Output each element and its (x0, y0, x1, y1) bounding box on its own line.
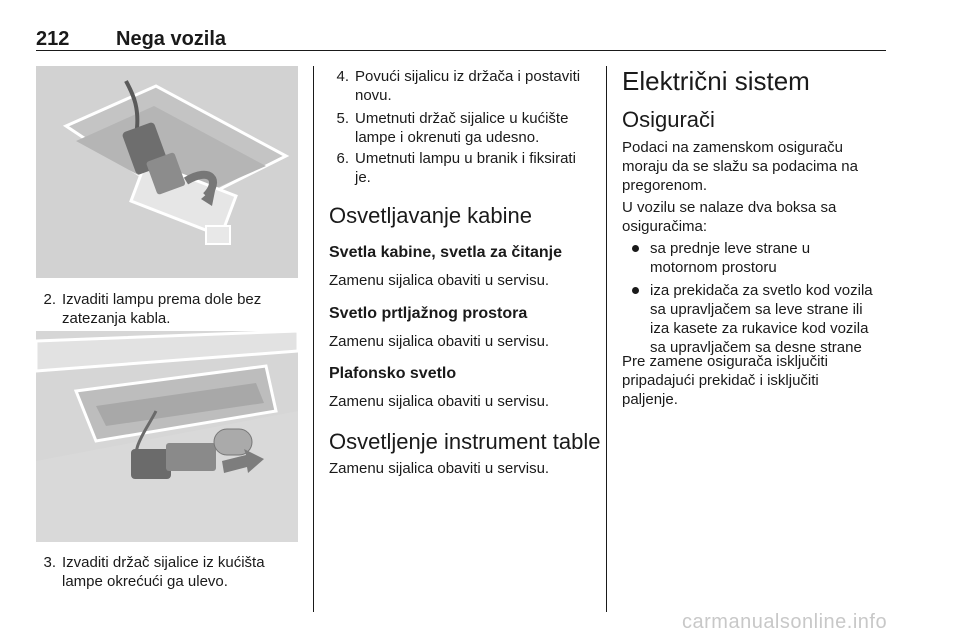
bullet-text-line: motornom prostoru (650, 259, 777, 276)
subsection-title-reading-lights: Svetla kabine, svetla za čitanje (329, 244, 563, 261)
step-text-line: Izvaditi držač sijalice iz kućišta (62, 554, 265, 571)
figure-lamp-removal (36, 66, 298, 278)
bullet-text-line: sa prednje leve strane u (650, 240, 811, 257)
paragraph-line: osiguračima: (622, 218, 708, 235)
watermark-text: carmanualsonline.info (682, 611, 888, 633)
paragraph: Zamenu sijalica obaviti u servisu. (329, 333, 550, 350)
subsection-title-ceiling-light: Plafonsko svetlo (329, 365, 457, 382)
paragraph-line: Podaci na zamenskom osiguraču (622, 139, 843, 156)
step-5 (329, 109, 599, 149)
bullet-text-line: iza kasete za rukavice kod vozila (650, 320, 869, 337)
paragraph-line: paljenje. (622, 391, 678, 408)
step-6 (329, 149, 599, 189)
step-text-line: zatezanja kabla. (62, 310, 171, 327)
paragraph: Zamenu sijalica obaviti u servisu. (329, 272, 550, 289)
step-text-line: Izvaditi lampu prema dole bez (62, 291, 262, 308)
step-text-line: lampe i okrenuti ga udesno. (355, 129, 540, 146)
section-title-cabin-lighting: Osvetljavanje kabine (329, 203, 533, 228)
paragraph-line: U vozilu se nalaze dva boksa sa (622, 199, 837, 216)
step-text-line: Umetnuti držač sijalice u kućište (355, 110, 569, 127)
step-number: 5. (336, 110, 349, 127)
step-text-line: Umetnuti lampu u branik i fiksirati (355, 150, 576, 167)
step-number: 2. (43, 291, 56, 308)
bullet-item-interior (632, 281, 892, 359)
paragraph-line: pripadajući prekidač i isključiti (622, 372, 819, 389)
step-number: 3. (43, 554, 56, 571)
step-2 (36, 290, 298, 330)
header-rule (36, 50, 886, 51)
step-text-line: lampe okrećući ga ulevo. (62, 573, 228, 590)
section-title-dashboard-lighting: Osvetljenje instrument table (329, 429, 601, 454)
column-divider-2 (606, 66, 607, 612)
step-text-line: je. (355, 169, 371, 186)
bullet-icon (632, 245, 639, 252)
bullet-icon (632, 287, 639, 294)
figure-bulb-holder (36, 331, 298, 542)
step-text-line: Povući sijalicu iz držača i postaviti (355, 68, 581, 85)
bullet-text-line: sa upravljačem sa desne strane (650, 339, 862, 356)
chapter-title: Nega vozila (116, 28, 227, 50)
step-number: 4. (336, 68, 349, 85)
bullet-text-line: sa upravljačem sa leve strane ili (650, 301, 863, 318)
page-number: 212 (36, 28, 70, 50)
subsection-title-fuses: Osigurači (622, 107, 715, 132)
step-text-line: novu. (355, 87, 392, 104)
paragraph-line: Pre zamene osigurača isključiti (622, 353, 828, 370)
bullet-text-line: iza prekidača za svetlo kod vozila (650, 282, 873, 299)
step-4 (329, 67, 599, 107)
step-number: 6. (336, 150, 349, 167)
paragraph-line: pregorenom. (622, 177, 708, 194)
step-3 (36, 553, 298, 593)
column-divider-1 (313, 66, 314, 612)
page-header (36, 26, 886, 52)
paragraph: Zamenu sijalica obaviti u servisu. (329, 393, 550, 410)
paragraph-line: moraju da se slažu sa podacima na (622, 158, 858, 175)
section-title-electrical-system: Električni sistem (622, 66, 810, 96)
subsection-title-trunk-light: Svetlo prtljažnog prostora (329, 305, 528, 322)
paragraph: Zamenu sijalica obaviti u servisu. (329, 460, 550, 477)
bullet-item-engine-compartment (632, 239, 892, 279)
